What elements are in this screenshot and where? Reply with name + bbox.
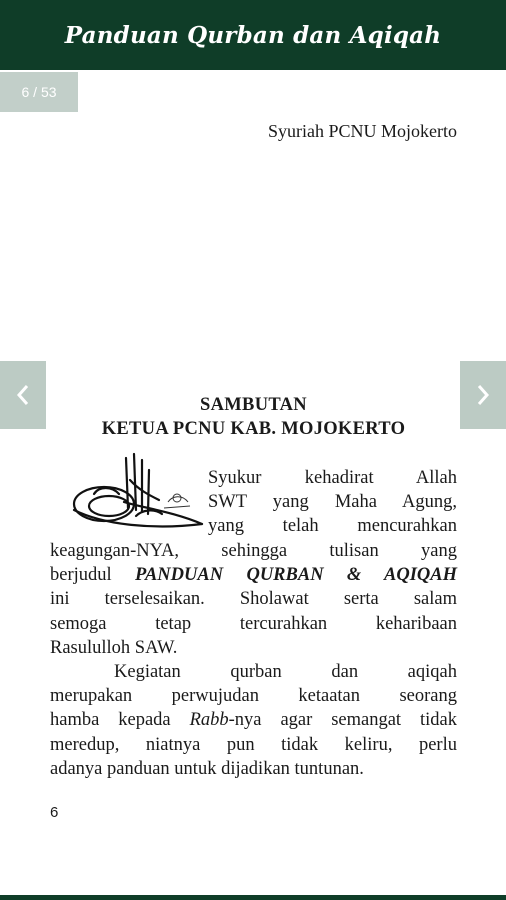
text-line: keagungan-NYA, sehingga tulisan yang	[50, 541, 457, 561]
text-line: semoga tetap tercurahkan keharibaan	[50, 613, 457, 634]
text-fragment: -nya agar semangat tidak	[228, 710, 458, 731]
next-page-button[interactable]	[460, 361, 506, 429]
emphasis-text: Rabb	[189, 710, 229, 731]
text-line	[50, 708, 457, 732]
organization-label: Syuriah PCNU Mojokerto	[268, 121, 457, 141]
text-line: Syukur kehadirat Allah	[208, 468, 457, 488]
bottom-bar	[0, 895, 506, 900]
heading-line-1: SAMBUTAN	[200, 395, 307, 415]
text-line: ini terselesaikan. Sholawat serta salam	[50, 589, 457, 610]
text-fragment: berjudul	[50, 565, 136, 586]
page-indicator: 6 / 53	[0, 72, 78, 112]
section-heading	[50, 393, 457, 441]
book-title: PANDUAN QURBAN & AQIQAH	[135, 565, 457, 586]
calligraphy-emblem	[64, 450, 206, 536]
heading-line-2: KETUA PCNU KAB. MOJOKERTO	[101, 419, 406, 439]
text-line	[50, 563, 457, 587]
chevron-right-icon	[475, 383, 491, 407]
text-line: yang telah mencurahkan	[208, 516, 457, 537]
page-number: 6	[50, 804, 59, 821]
paragraph-2	[50, 660, 457, 781]
text-line: SWT yang Maha Agung,	[208, 492, 457, 513]
text-line: merupakan perwujudan ketaatan seorang	[50, 686, 457, 707]
text-line: Rasululloh SAW.	[50, 637, 178, 658]
app-title: Panduan Qurban dan Aqiqah	[64, 21, 442, 49]
text-fragment: hamba kepada	[50, 710, 190, 731]
previous-page-button[interactable]	[0, 361, 46, 429]
text-line: meredup, niatnya pun tidak keliru, perlu	[50, 734, 457, 755]
paragraph-1-intro	[208, 466, 457, 539]
chevron-left-icon	[15, 383, 31, 407]
paragraph-1-body	[50, 539, 457, 660]
app-header	[0, 0, 506, 70]
text-line: Kegiatan qurban dan aqiqah	[114, 662, 457, 682]
text-line: adanya panduan untuk dijadikan tuntunan.	[50, 758, 364, 779]
